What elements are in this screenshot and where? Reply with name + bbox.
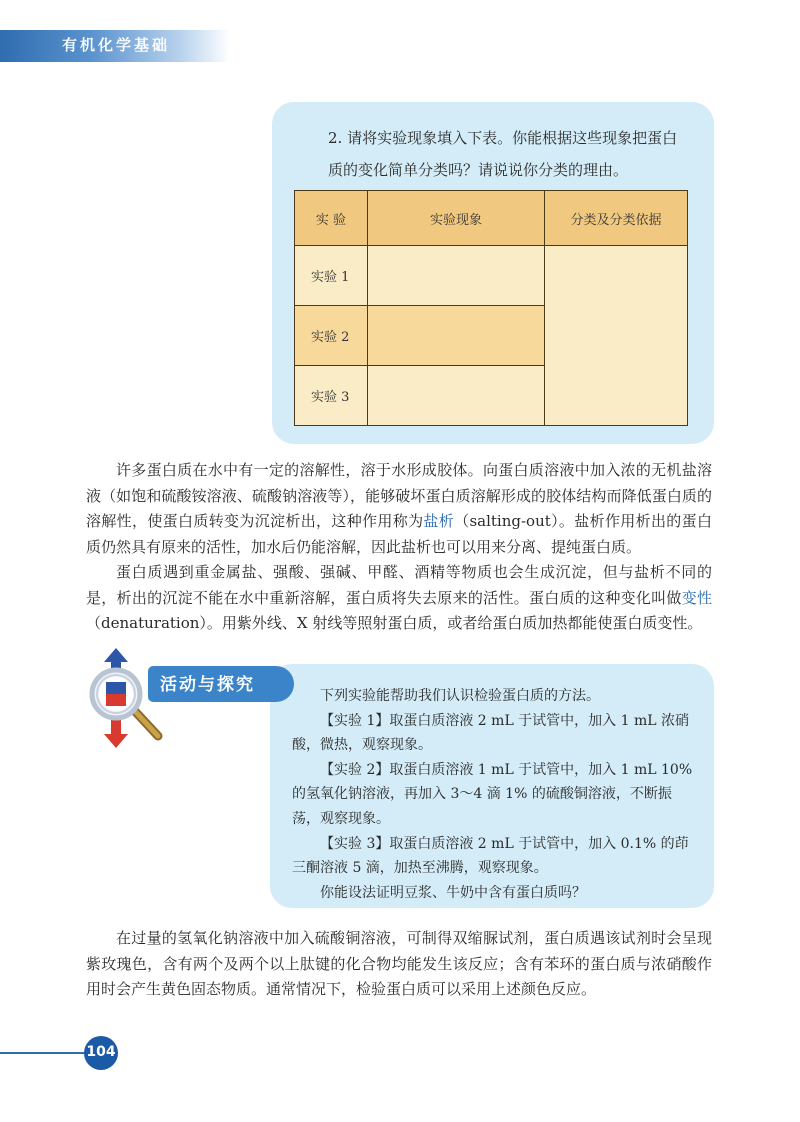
activity-intro: 下列实验能帮助我们认识检验蛋白质的方法。 <box>320 688 600 704</box>
paragraph-denaturation <box>86 560 712 637</box>
paragraph-text: 蛋白质遇到重金属盐、强酸、强碱、甲醛、酒精等物质也会生成沉淀，但与盐析不同的是，析出的沉淀不能在水中重新溶解，蛋白质将失去原来的活性。蛋白质的这种变化叫做 <box>86 563 712 607</box>
table-header-row <box>295 191 688 246</box>
table-header-cell: 实验现象 <box>368 191 545 246</box>
paragraph-text: （salting-out）。盐析作用析出的蛋白质仍然具有原来的活性，加水后仍能溶解，因此盐析也可以用来分离、提纯蛋白质。 <box>86 512 712 556</box>
table-header-cell: 分类及分类依据 <box>545 191 688 246</box>
experiment-table <box>294 190 688 426</box>
activity-experiment-3: 【实验 3】取蛋白质溶液 2 mL 于试管中，加入 0.1% 的茚三酮溶液 5 滴，加热至沸腾，观察现象。 <box>292 835 689 877</box>
paragraph-salting-out <box>86 458 712 560</box>
table-header-cell: 实 验 <box>295 191 368 246</box>
question-line-1: 2. 请将实验现象填入下表。你能根据这些现象把蛋白 <box>328 129 678 147</box>
paragraph-color-reactions: 在过量的氢氧化钠溶液中加入硫酸铜溶液，可制得双缩脲试剂，蛋白质遇该试剂时会呈现紫玫瑰色，含有两个及两个以上肽键的化合物均能发生该反应；含有苯环的蛋白质与浓硝酸作用时会产生黄色固态物质。通常情况下，检验蛋白质可以采用上述颜色反应。 <box>86 929 712 999</box>
activity-title: 活动与探究 <box>160 675 255 695</box>
table-row-label: 实验 1 <box>295 246 368 306</box>
activity-text <box>292 684 696 905</box>
question-line-2: 质的变化简单分类吗？请说说你分类的理由。 <box>328 161 629 179</box>
table-row <box>295 246 688 306</box>
book-title: 有机化学基础 <box>62 36 171 54</box>
table-row-label: 实验 3 <box>295 366 368 426</box>
page-number: 104 <box>86 1044 116 1060</box>
activity-question: 你能设法证明豆浆、牛奶中含有蛋白质吗？ <box>320 884 586 901</box>
activity-experiment-1: 【实验 1】取蛋白质溶液 2 mL 于试管中，加入 1 mL 浓硝酸，微热，观察现象。 <box>292 712 690 754</box>
key-term-salting-out: 盐析 <box>423 512 455 531</box>
table-cell[interactable] <box>368 366 545 426</box>
table-cell-classification[interactable] <box>545 246 688 426</box>
question-text <box>328 122 696 186</box>
key-term-denaturation: 变性 <box>681 588 712 607</box>
table-cell[interactable] <box>368 306 545 366</box>
page-number-line <box>0 1052 92 1054</box>
table-row-label: 实验 2 <box>295 306 368 366</box>
paragraph-text: 许多蛋白质在水中有一定的溶解性，溶于水形成胶体。向蛋白质溶液中加入浓的无机盐溶液（如饱和硫酸铵溶液、硫酸钠溶液等），能够破坏蛋白质溶解形成的胶体结构而降低蛋白质的溶解性，使蛋白质转变为沉淀析出，这种作用称为 <box>86 461 712 531</box>
activity-experiment-2: 【实验 2】取蛋白质溶液 1 mL 于试管中，加入 1 mL 10% 的氢氧化钠溶液，再加入 3～4 滴 1% 的硫酸铜溶液，不断振荡，观察现象。 <box>292 761 693 827</box>
table-cell[interactable] <box>368 246 545 306</box>
paragraph-text: （denaturation）。用紫外线、X 射线等照射蛋白质，或者给蛋白质加热都能使蛋白质变性。 <box>86 614 703 633</box>
